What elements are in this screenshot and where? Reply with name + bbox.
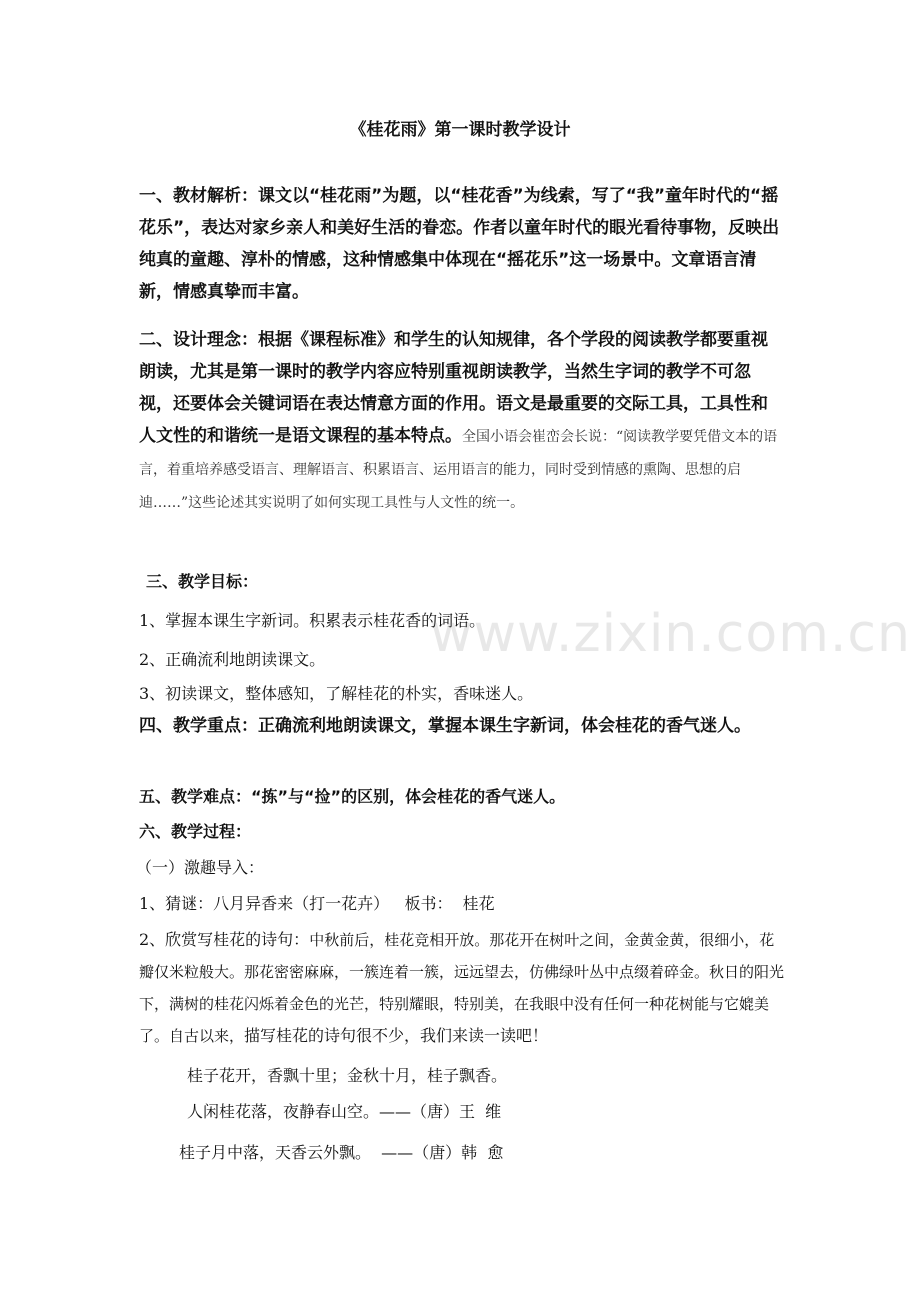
goal-item-1: 1、掌握本课生字新词。积累表示桂花香的词语。 [139, 611, 486, 630]
goal-item-3: 3、初读课文，整体感知，了解桂花的朴实，香味迷人。 [139, 684, 534, 703]
design-concept-quote: 全国小语会崔峦会长说：“阅读教学要凭借文本的语言，着重培养感受语言、理解语言、积累语言、运用语言的能力，同时受到情感的熏陶、思想的启迪……”这些论述其实说明了如何实现工具性与人文性的统一。 [139, 429, 778, 511]
riddle-line: 1、猜谜：八月异香来（打一花卉） 板书： 桂花 [139, 894, 495, 913]
poem-intro-lead: 2、欣赏写桂花的诗句： [139, 930, 310, 949]
section-analysis-text: 一、教材解析：课文以“桂花雨”为题，以“桂花香”为线索，写了“我”童年时代的“摇花乐”，表达对家乡亲人和美好生活的眷恋。作者以童年时代的眼光看待事物，反映出纯真的童趣、淳朴的情感，这种情感集中体现在“摇花乐”这一场景中。文章语言清新，情感真挚而丰富。 [139, 186, 780, 302]
goal-item-2: 2、正确流利地朗读课文。 [139, 650, 326, 669]
poem-intro [139, 924, 784, 1052]
design-concept-bold: 二、设计理念：根据《课程标准》和学生的认知规律，各个学段的阅读教学都要重视朗读，尤其是第一课时的教学内容应特别重视朗读教学，当然生字词的教学不可忽视，还要体会关键词语在表达情意方面的作用。语文是最重要的交际工具，工具性和人文性的和谐统一是语文课程的基本特点。 [139, 330, 768, 446]
poem-intro-text [139, 924, 784, 1052]
verse-3: 桂子月中落，天香云外飘。 ——（唐）韩 愈 [179, 1143, 504, 1162]
section-key-points-text: 四、教学重点：正确流利地朗读课文，掌握本课生字新词，体会桂花的香气迷人。 [139, 716, 751, 736]
page-title: 《桂花雨》第一课时教学设计 [349, 120, 571, 140]
verse-2: 人闲桂花落，夜静春山空。——（唐）王 维 [187, 1102, 502, 1121]
section-goals-heading: 三、教学目标： [146, 572, 259, 591]
step-intro-heading: （一）激趣导入： [136, 858, 265, 877]
section-analysis [139, 180, 784, 308]
poem-intro-end: 描写桂花的诗句很不少，我们来读一读吧！ [244, 1026, 549, 1045]
section-difficulty: 五、教学难点：“拣”与“捡”的区别，体会桂花的香气迷人。 [139, 787, 566, 806]
watermark: www.zixin.com.cn [430, 604, 911, 664]
poem-intro-body: 中秋前后，桂花竞相开放。那花开在树叶之间，金黄金黄，很细小，花瓣仅米粒般大。那花密密麻麻，一簇连着一簇，远远望去，仿佛绿叶丛中点缀着碎金。秋日的阳光下，满树的桂花闪烁着金色的光芒，特别耀眼，特别美，在我眼中没有任何一种花树能与它媲美了。自古以来， [139, 931, 785, 1045]
verse-1: 桂子花开，香飘十里；金秋十月，桂子飘香。 [187, 1066, 508, 1085]
section-process-heading: 六、教学过程： [139, 822, 252, 841]
section-design-concept-text [139, 324, 784, 519]
section-key-points [139, 710, 784, 742]
section-design-concept [139, 324, 784, 519]
